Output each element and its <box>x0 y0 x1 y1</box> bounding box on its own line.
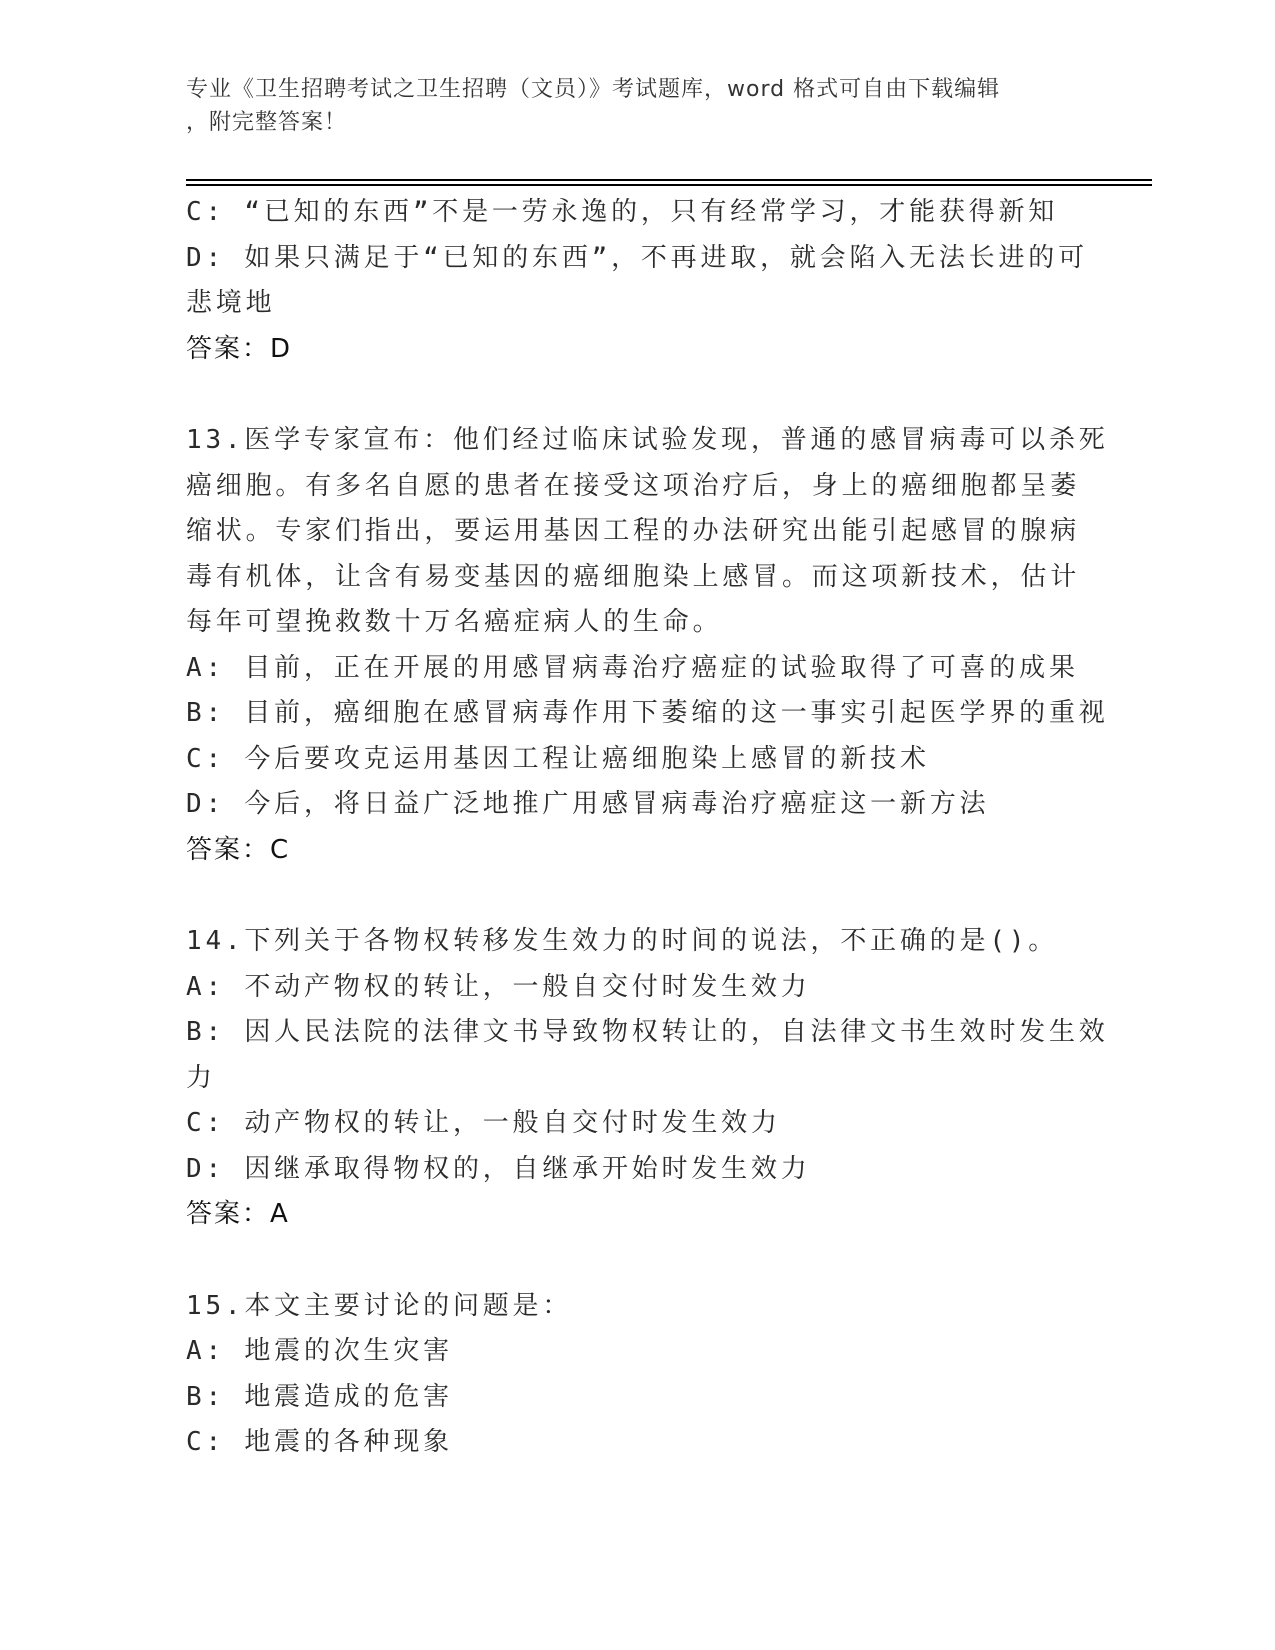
header-line-1: 专业《卫生招聘考试之卫生招聘（文员）》考试题库，word 格式可自由下载编辑 <box>186 77 1001 102</box>
q14-option-d: D: 因继承取得物权的，自继承开始时发生效力 <box>186 1153 811 1184</box>
question-list <box>186 190 1109 1466</box>
question-13 <box>186 418 1109 873</box>
document-header <box>186 73 1066 139</box>
q12-option-d-line-2: 悲境地 <box>186 288 276 318</box>
q13-option-c: C: 今后要攻克运用基因工程让癌细胞染上感冒的新技术 <box>186 743 930 774</box>
q14-option-a: A: 不动产物权的转让，一般自交付时发生效力 <box>186 971 811 1002</box>
question-14 <box>186 919 1109 1238</box>
q13-stem-line-3: 缩状。专家们指出，要运用基因工程的办法研究出能引起感冒的腺病 <box>186 516 1081 546</box>
question-spacer <box>186 1238 1086 1284</box>
q12-option-c: C: “已知的东西”不是一劳永逸的，只有经常学习，才能获得新知 <box>186 197 1059 227</box>
q15-stem: 15.本文主要讨论的问题是： <box>186 1290 573 1321</box>
q14-option-b-line-2: 力 <box>186 1062 216 1093</box>
header-divider-top <box>186 179 1152 181</box>
q14-answer: 答案：A <box>186 1199 290 1229</box>
q13-stem-line-2: 癌细胞。有多名自愿的患者在接受这项治疗后，身上的癌细胞都呈萎 <box>186 470 1081 501</box>
header-line-2: ，附完整答案！ <box>186 110 348 135</box>
q13-option-a: A: 目前，正在开展的用感冒病毒治疗癌症的试验取得了可喜的成果 <box>186 652 1079 683</box>
question-12 <box>186 190 1086 372</box>
q14-stem: 14.下列关于各物权转移发生效力的时间的说法，不正确的是()。 <box>186 926 1059 956</box>
q13-option-b: B: 目前，癌细胞在感冒病毒作用下萎缩的这一事实引起医学界的重视 <box>186 698 1109 728</box>
header-divider-bottom <box>186 184 1152 186</box>
question-spacer <box>186 372 1086 418</box>
q13-answer: 答案：C <box>186 834 291 865</box>
question-spacer <box>186 873 1086 919</box>
q12-option-d-line-1: D: 如果只满足于“已知的东西”，不再进取，就会陷入无法长进的可 <box>186 242 1088 273</box>
question-15 <box>186 1284 1086 1466</box>
q13-stem-line-1: 13.医学专家宣布：他们经过临床试验发现，普通的感冒病毒可以杀死 <box>186 425 1109 455</box>
q14-option-b-line-1: B: 因人民法院的法律文书导致物权转让的，自法律文书生效时发生效 <box>186 1017 1109 1047</box>
q15-option-c: C: 地震的各种现象 <box>186 1427 453 1457</box>
q12-answer: 答案：D <box>186 333 293 364</box>
q13-stem-line-5: 每年可望挽救数十万名癌症病人的生命。 <box>186 607 723 637</box>
q15-option-b: B: 地震造成的危害 <box>186 1381 453 1412</box>
q13-stem-line-4: 毒有机体，让含有易变基因的癌细胞染上感冒。而这项新技术，估计 <box>186 561 1081 592</box>
q15-option-a: A: 地震的次生灾害 <box>186 1336 453 1366</box>
q14-option-c: C: 动产物权的转让，一般自交付时发生效力 <box>186 1108 781 1138</box>
q13-option-d: D: 今后，将日益广泛地推广用感冒病毒治疗癌症这一新方法 <box>186 789 990 819</box>
